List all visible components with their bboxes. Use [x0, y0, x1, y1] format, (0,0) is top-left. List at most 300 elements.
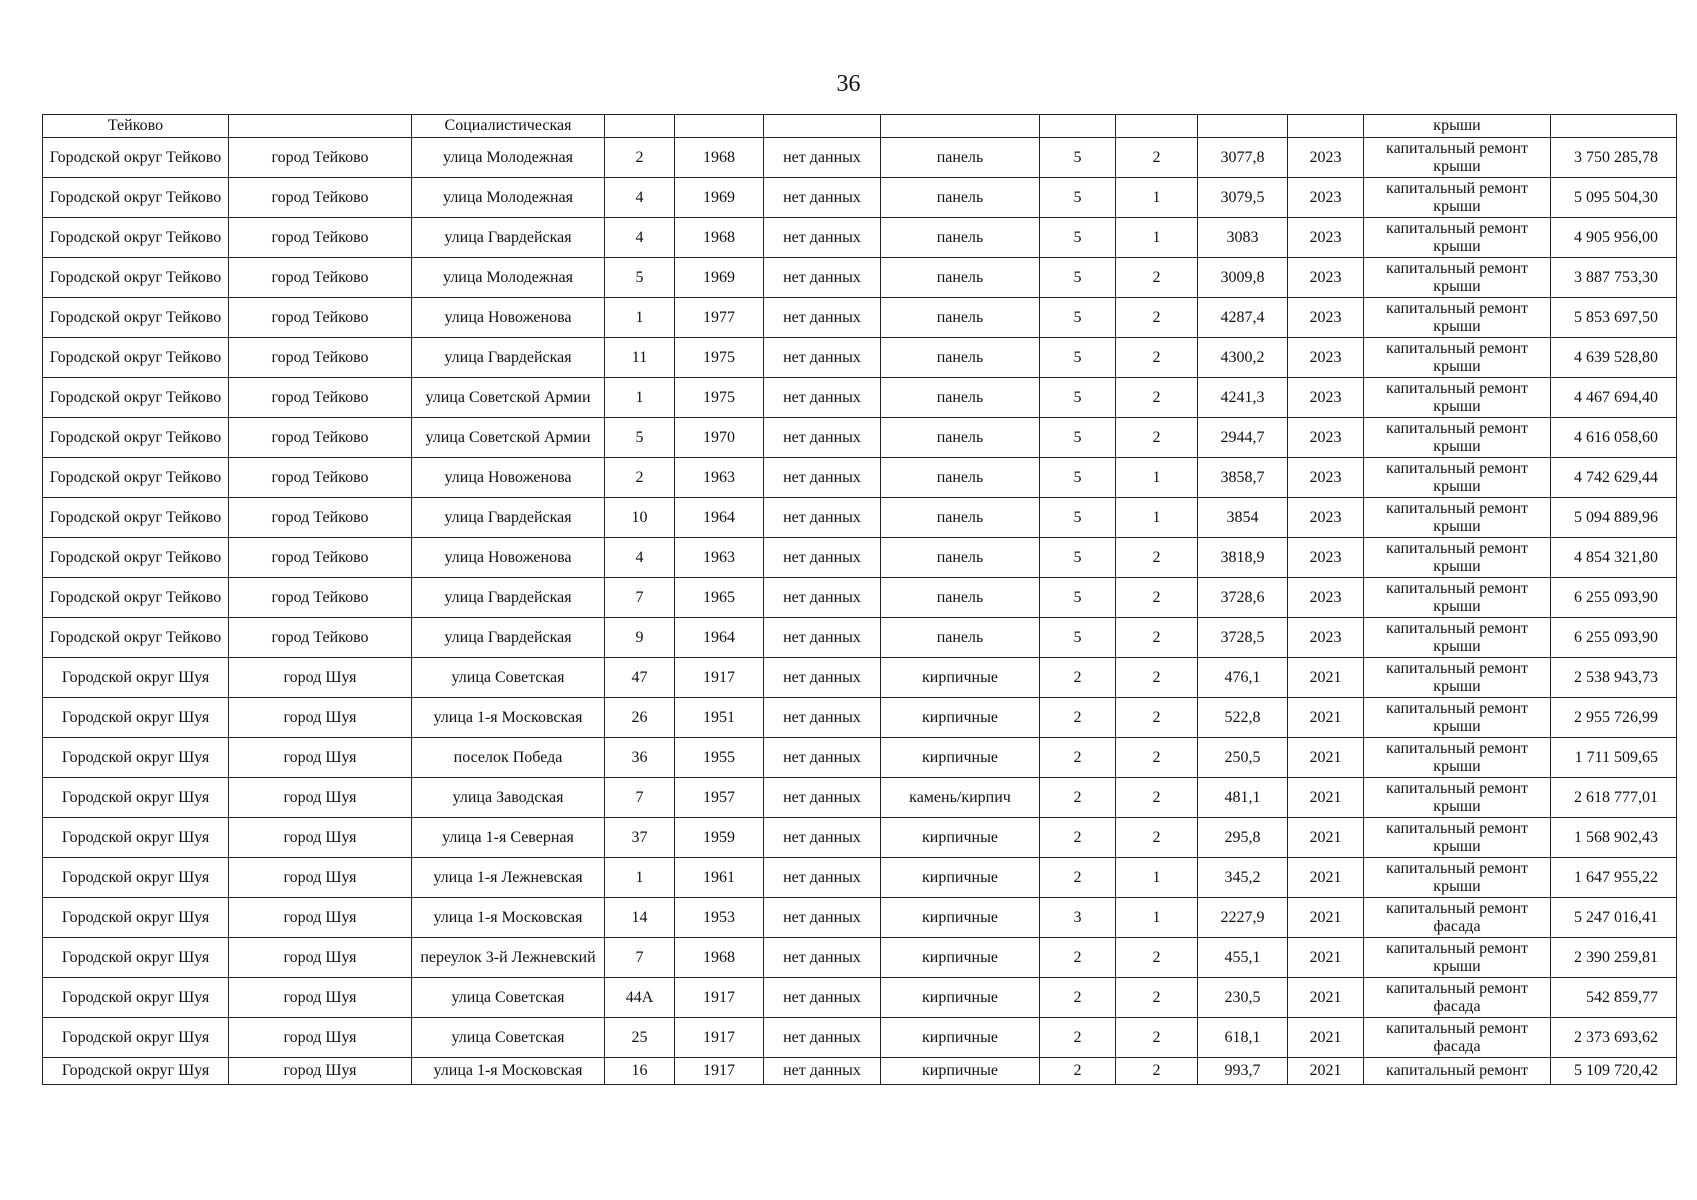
plan-year-cell: 2021 [1288, 1018, 1364, 1058]
area-cell: 250,5 [1198, 738, 1288, 778]
street-cell: улица Гвардейская [412, 498, 605, 538]
house-number-cell: 2 [605, 458, 675, 498]
wall-material-cell: кирпичные [881, 698, 1040, 738]
street-cell: улица Молодежная [412, 138, 605, 178]
cost-cell: 6 255 093,90 [1551, 618, 1677, 658]
work-type-cell: капитальный ремонт крыши [1364, 818, 1551, 858]
entrances-cell: 2 [1116, 258, 1198, 298]
plan-year-cell: 2021 [1288, 898, 1364, 938]
municipality-cell: Городской округ Шуя [43, 1058, 229, 1085]
municipality-cell: Городской округ Шуя [43, 778, 229, 818]
house-number-cell: 4 [605, 218, 675, 258]
year-renovation-cell: нет данных [764, 898, 881, 938]
floors-cell: 5 [1040, 498, 1116, 538]
house-number-cell: 11 [605, 338, 675, 378]
area-cell: 522,8 [1198, 698, 1288, 738]
settlement-cell: город Шуя [229, 698, 412, 738]
cost-cell: 6 255 093,90 [1551, 578, 1677, 618]
work-type-cell: капитальный ремонт крыши [1364, 418, 1551, 458]
municipality-cell: Тейково [43, 115, 229, 138]
entrances-cell: 2 [1116, 658, 1198, 698]
work-type-cell: капитальный ремонт фасада [1364, 978, 1551, 1018]
year-renovation-cell: нет данных [764, 178, 881, 218]
table-row [43, 298, 1677, 338]
house-number-cell: 7 [605, 778, 675, 818]
entrances-cell: 1 [1116, 858, 1198, 898]
cost-cell: 3 887 753,30 [1551, 258, 1677, 298]
entrances-cell: 2 [1116, 978, 1198, 1018]
street-cell: улица 1-я Лежневская [412, 858, 605, 898]
floors-cell: 5 [1040, 178, 1116, 218]
year-built-cell: 1977 [675, 298, 764, 338]
table-row [43, 338, 1677, 378]
entrances-cell: 2 [1116, 418, 1198, 458]
work-type-cell: капитальный ремонт крыши [1364, 578, 1551, 618]
street-cell: улица Молодежная [412, 258, 605, 298]
plan-year-cell: 2021 [1288, 1058, 1364, 1085]
cost-cell: 2 955 726,99 [1551, 698, 1677, 738]
settlement-cell: город Тейково [229, 458, 412, 498]
area-cell: 3728,6 [1198, 578, 1288, 618]
year-built-cell: 1959 [675, 818, 764, 858]
wall-material-cell: кирпичные [881, 898, 1040, 938]
municipality-cell: Городской округ Тейково [43, 578, 229, 618]
wall-material-cell: панель [881, 298, 1040, 338]
municipality-cell: Городской округ Тейково [43, 378, 229, 418]
settlement-cell: город Тейково [229, 498, 412, 538]
table-row [43, 538, 1677, 578]
settlement-cell: город Тейково [229, 578, 412, 618]
floors-cell: 5 [1040, 538, 1116, 578]
wall-material-cell: кирпичные [881, 818, 1040, 858]
house-number-cell: 4 [605, 538, 675, 578]
entrances-cell: 2 [1116, 298, 1198, 338]
plan-year-cell: 2021 [1288, 738, 1364, 778]
year-built-cell: 1957 [675, 778, 764, 818]
wall-material-cell: камень/кирпич [881, 778, 1040, 818]
year-renovation-cell: нет данных [764, 338, 881, 378]
house-number-cell: 44А [605, 978, 675, 1018]
floors-cell: 5 [1040, 618, 1116, 658]
area-cell: 3854 [1198, 498, 1288, 538]
wall-material-cell: кирпичные [881, 658, 1040, 698]
year-built-cell: 1917 [675, 1058, 764, 1085]
entrances-cell: 2 [1116, 1018, 1198, 1058]
cost-cell: 4 639 528,80 [1551, 338, 1677, 378]
settlement-cell: город Шуя [229, 978, 412, 1018]
floors-cell [1040, 115, 1116, 138]
table-row [43, 138, 1677, 178]
municipality-cell: Городской округ Шуя [43, 1018, 229, 1058]
area-cell [1198, 115, 1288, 138]
year-built-cell: 1970 [675, 418, 764, 458]
work-type-cell: капитальный ремонт крыши [1364, 658, 1551, 698]
table-row [43, 858, 1677, 898]
year-renovation-cell: нет данных [764, 698, 881, 738]
year-renovation-cell: нет данных [764, 418, 881, 458]
year-built-cell: 1975 [675, 378, 764, 418]
house-number-cell: 5 [605, 258, 675, 298]
municipality-cell: Городской округ Шуя [43, 898, 229, 938]
entrances-cell: 2 [1116, 338, 1198, 378]
settlement-cell: город Тейково [229, 538, 412, 578]
cost-cell: 5 094 889,96 [1551, 498, 1677, 538]
plan-year-cell: 2023 [1288, 618, 1364, 658]
area-cell: 3083 [1198, 218, 1288, 258]
wall-material-cell: кирпичные [881, 858, 1040, 898]
house-number-cell: 1 [605, 378, 675, 418]
house-number-cell: 47 [605, 658, 675, 698]
floors-cell: 5 [1040, 458, 1116, 498]
street-cell: улица Новоженова [412, 538, 605, 578]
municipality-cell: Городской округ Тейково [43, 338, 229, 378]
street-cell: улица Советской Армии [412, 418, 605, 458]
municipality-cell: Городской округ Шуя [43, 978, 229, 1018]
floors-cell: 2 [1040, 858, 1116, 898]
house-number-cell: 2 [605, 138, 675, 178]
wall-material-cell: панель [881, 538, 1040, 578]
area-cell: 4241,3 [1198, 378, 1288, 418]
entrances-cell: 1 [1116, 458, 1198, 498]
entrances-cell: 2 [1116, 1058, 1198, 1085]
house-number-cell: 5 [605, 418, 675, 458]
area-cell: 2944,7 [1198, 418, 1288, 458]
year-built-cell: 1917 [675, 978, 764, 1018]
table-row [43, 1018, 1677, 1058]
work-type-cell: капитальный ремонт крыши [1364, 778, 1551, 818]
street-cell: улица 1-я Северная [412, 818, 605, 858]
street-cell: улица Советская [412, 1018, 605, 1058]
table-row [43, 378, 1677, 418]
wall-material-cell [881, 115, 1040, 138]
area-cell: 4300,2 [1198, 338, 1288, 378]
plan-year-cell: 2021 [1288, 698, 1364, 738]
floors-cell: 2 [1040, 818, 1116, 858]
year-renovation-cell [764, 115, 881, 138]
house-number-cell: 9 [605, 618, 675, 658]
entrances-cell: 1 [1116, 178, 1198, 218]
floors-cell: 5 [1040, 218, 1116, 258]
year-built-cell: 1963 [675, 538, 764, 578]
work-type-cell: крыши [1364, 115, 1551, 138]
area-cell: 3818,9 [1198, 538, 1288, 578]
settlement-cell: город Тейково [229, 218, 412, 258]
settlement-cell [229, 115, 412, 138]
house-number-cell: 14 [605, 898, 675, 938]
wall-material-cell: панель [881, 138, 1040, 178]
area-cell: 230,5 [1198, 978, 1288, 1018]
plan-year-cell: 2021 [1288, 978, 1364, 1018]
work-type-cell: капитальный ремонт крыши [1364, 498, 1551, 538]
table-row [43, 698, 1677, 738]
year-renovation-cell: нет данных [764, 578, 881, 618]
cost-cell: 2 373 693,62 [1551, 1018, 1677, 1058]
municipality-cell: Городской округ Тейково [43, 218, 229, 258]
wall-material-cell: панель [881, 618, 1040, 658]
plan-year-cell: 2021 [1288, 658, 1364, 698]
floors-cell: 3 [1040, 898, 1116, 938]
year-renovation-cell: нет данных [764, 538, 881, 578]
plan-year-cell: 2023 [1288, 178, 1364, 218]
street-cell: улица 1-я Московская [412, 898, 605, 938]
wall-material-cell: панель [881, 258, 1040, 298]
settlement-cell: город Тейково [229, 378, 412, 418]
wall-material-cell: кирпичные [881, 938, 1040, 978]
wall-material-cell: кирпичные [881, 1018, 1040, 1058]
street-cell: улица Гвардейская [412, 338, 605, 378]
year-built-cell [675, 115, 764, 138]
settlement-cell: город Шуя [229, 818, 412, 858]
work-type-cell: капитальный ремонт крыши [1364, 218, 1551, 258]
floors-cell: 2 [1040, 1018, 1116, 1058]
street-cell: улица Новоженова [412, 458, 605, 498]
area-cell: 3728,5 [1198, 618, 1288, 658]
municipality-cell: Городской округ Шуя [43, 818, 229, 858]
table-row [43, 738, 1677, 778]
plan-year-cell: 2021 [1288, 858, 1364, 898]
house-number-cell: 26 [605, 698, 675, 738]
year-renovation-cell: нет данных [764, 458, 881, 498]
plan-year-cell: 2023 [1288, 218, 1364, 258]
cost-cell: 4 742 629,44 [1551, 458, 1677, 498]
entrances-cell: 2 [1116, 138, 1198, 178]
cost-cell: 4 905 956,00 [1551, 218, 1677, 258]
floors-cell: 2 [1040, 738, 1116, 778]
street-cell: улица Молодежная [412, 178, 605, 218]
settlement-cell: город Тейково [229, 258, 412, 298]
year-renovation-cell: нет данных [764, 498, 881, 538]
table-row [43, 578, 1677, 618]
table-row [43, 898, 1677, 938]
area-cell: 3009,8 [1198, 258, 1288, 298]
cost-cell [1551, 115, 1677, 138]
wall-material-cell: панель [881, 498, 1040, 538]
table-row [43, 258, 1677, 298]
cost-cell: 5 247 016,41 [1551, 898, 1677, 938]
street-cell: улица Новоженова [412, 298, 605, 338]
entrances-cell: 2 [1116, 778, 1198, 818]
cost-cell: 5 109 720,42 [1551, 1058, 1677, 1085]
municipality-cell: Городской округ Тейково [43, 538, 229, 578]
house-number-cell: 10 [605, 498, 675, 538]
plan-year-cell: 2023 [1288, 578, 1364, 618]
entrances-cell: 1 [1116, 498, 1198, 538]
plan-year-cell: 2021 [1288, 778, 1364, 818]
street-cell: улица Заводская [412, 778, 605, 818]
year-renovation-cell: нет данных [764, 298, 881, 338]
municipality-cell: Городской округ Тейково [43, 178, 229, 218]
area-cell: 3079,5 [1198, 178, 1288, 218]
house-number-cell: 1 [605, 298, 675, 338]
year-built-cell: 1917 [675, 658, 764, 698]
plan-year-cell: 2023 [1288, 418, 1364, 458]
year-renovation-cell: нет данных [764, 618, 881, 658]
table-row [43, 458, 1677, 498]
municipality-cell: Городской округ Тейково [43, 258, 229, 298]
year-built-cell: 1969 [675, 258, 764, 298]
table-row [43, 978, 1677, 1018]
cost-cell: 2 618 777,01 [1551, 778, 1677, 818]
plan-year-cell: 2021 [1288, 938, 1364, 978]
wall-material-cell: панель [881, 218, 1040, 258]
entrances-cell: 1 [1116, 218, 1198, 258]
floors-cell: 2 [1040, 978, 1116, 1018]
year-built-cell: 1964 [675, 618, 764, 658]
settlement-cell: город Тейково [229, 298, 412, 338]
area-cell: 455,1 [1198, 938, 1288, 978]
year-built-cell: 1968 [675, 138, 764, 178]
floors-cell: 2 [1040, 658, 1116, 698]
area-cell: 481,1 [1198, 778, 1288, 818]
floors-cell: 5 [1040, 578, 1116, 618]
year-built-cell: 1953 [675, 898, 764, 938]
year-renovation-cell: нет данных [764, 218, 881, 258]
floors-cell: 5 [1040, 418, 1116, 458]
entrances-cell: 2 [1116, 618, 1198, 658]
year-built-cell: 1968 [675, 938, 764, 978]
table-row [43, 1058, 1677, 1085]
plan-year-cell [1288, 115, 1364, 138]
work-type-cell: капитальный ремонт фасада [1364, 898, 1551, 938]
floors-cell: 5 [1040, 338, 1116, 378]
floors-cell: 5 [1040, 138, 1116, 178]
area-cell: 345,2 [1198, 858, 1288, 898]
plan-year-cell: 2021 [1288, 818, 1364, 858]
plan-year-cell: 2023 [1288, 298, 1364, 338]
cost-cell: 2 538 943,73 [1551, 658, 1677, 698]
street-cell: улица Гвардейская [412, 218, 605, 258]
wall-material-cell: кирпичные [881, 738, 1040, 778]
cost-cell: 4 467 694,40 [1551, 378, 1677, 418]
municipality-cell: Городской округ Тейково [43, 618, 229, 658]
plan-year-cell: 2023 [1288, 378, 1364, 418]
area-cell: 993,7 [1198, 1058, 1288, 1085]
area-cell: 295,8 [1198, 818, 1288, 858]
street-cell: улица 1-я Московская [412, 1058, 605, 1085]
street-cell: улица Советская [412, 978, 605, 1018]
floors-cell: 5 [1040, 378, 1116, 418]
year-renovation-cell: нет данных [764, 978, 881, 1018]
house-number-cell: 36 [605, 738, 675, 778]
municipality-cell: Городской округ Тейково [43, 138, 229, 178]
cost-cell: 1 647 955,22 [1551, 858, 1677, 898]
wall-material-cell: кирпичные [881, 1058, 1040, 1085]
cost-cell: 5 853 697,50 [1551, 298, 1677, 338]
work-type-cell: капитальный ремонт крыши [1364, 338, 1551, 378]
floors-cell: 2 [1040, 778, 1116, 818]
settlement-cell: город Тейково [229, 138, 412, 178]
work-type-cell: капитальный ремонт крыши [1364, 458, 1551, 498]
year-built-cell: 1955 [675, 738, 764, 778]
year-renovation-cell: нет данных [764, 1018, 881, 1058]
work-type-cell: капитальный ремонт крыши [1364, 618, 1551, 658]
year-renovation-cell: нет данных [764, 818, 881, 858]
settlement-cell: город Шуя [229, 1058, 412, 1085]
work-type-cell: капитальный ремонт крыши [1364, 738, 1551, 778]
area-cell: 3077,8 [1198, 138, 1288, 178]
entrances-cell: 2 [1116, 378, 1198, 418]
year-built-cell: 1961 [675, 858, 764, 898]
municipality-cell: Городской округ Тейково [43, 418, 229, 458]
settlement-cell: город Шуя [229, 898, 412, 938]
floors-cell: 2 [1040, 938, 1116, 978]
year-built-cell: 1969 [675, 178, 764, 218]
street-cell: Социалистическая [412, 115, 605, 138]
settlement-cell: город Шуя [229, 658, 412, 698]
year-renovation-cell: нет данных [764, 938, 881, 978]
entrances-cell: 2 [1116, 818, 1198, 858]
table-row [43, 498, 1677, 538]
entrances-cell: 2 [1116, 538, 1198, 578]
floors-cell: 5 [1040, 298, 1116, 338]
entrances-cell: 2 [1116, 938, 1198, 978]
page-number: 36 [836, 71, 861, 97]
municipality-cell: Городской округ Шуя [43, 658, 229, 698]
year-built-cell: 1975 [675, 338, 764, 378]
street-cell: улица Гвардейская [412, 578, 605, 618]
area-cell: 618,1 [1198, 1018, 1288, 1058]
house-number-cell: 1 [605, 858, 675, 898]
year-renovation-cell: нет данных [764, 858, 881, 898]
area-cell: 4287,4 [1198, 298, 1288, 338]
municipality-cell: Городской округ Шуя [43, 938, 229, 978]
cost-cell: 2 390 259,81 [1551, 938, 1677, 978]
wall-material-cell: панель [881, 178, 1040, 218]
street-cell: улица Советская [412, 658, 605, 698]
cost-cell: 542 859,77 [1551, 978, 1677, 1018]
work-type-cell: капитальный ремонт крыши [1364, 138, 1551, 178]
table-row [43, 418, 1677, 458]
cost-cell: 1 711 509,65 [1551, 738, 1677, 778]
street-cell: улица 1-я Московская [412, 698, 605, 738]
plan-year-cell: 2023 [1288, 538, 1364, 578]
area-cell: 2227,9 [1198, 898, 1288, 938]
house-number-cell: 25 [605, 1018, 675, 1058]
house-number-cell: 4 [605, 178, 675, 218]
house-number-cell: 7 [605, 938, 675, 978]
area-cell: 3858,7 [1198, 458, 1288, 498]
cost-cell: 4 854 321,80 [1551, 538, 1677, 578]
plan-year-cell: 2023 [1288, 258, 1364, 298]
year-renovation-cell: нет данных [764, 138, 881, 178]
house-number-cell: 16 [605, 1058, 675, 1085]
plan-year-cell: 2023 [1288, 338, 1364, 378]
table-row [43, 938, 1677, 978]
area-cell: 476,1 [1198, 658, 1288, 698]
work-type-cell: капитальный ремонт крыши [1364, 258, 1551, 298]
street-cell: переулок 3-й Лежневский [412, 938, 605, 978]
municipality-cell: Городской округ Тейково [43, 298, 229, 338]
plan-year-cell: 2023 [1288, 138, 1364, 178]
year-built-cell: 1964 [675, 498, 764, 538]
table-row [43, 818, 1677, 858]
cost-cell: 5 095 504,30 [1551, 178, 1677, 218]
work-type-cell: капитальный ремонт крыши [1364, 178, 1551, 218]
entrances-cell: 2 [1116, 738, 1198, 778]
settlement-cell: город Шуя [229, 778, 412, 818]
table-row [43, 178, 1677, 218]
municipality-cell: Городской округ Шуя [43, 738, 229, 778]
settlement-cell: город Тейково [229, 618, 412, 658]
wall-material-cell: панель [881, 378, 1040, 418]
year-built-cell: 1968 [675, 218, 764, 258]
year-renovation-cell: нет данных [764, 258, 881, 298]
house-number-cell: 37 [605, 818, 675, 858]
work-type-cell: капитальный ремонт фасада [1364, 1018, 1551, 1058]
table-row [43, 218, 1677, 258]
settlement-cell: город Шуя [229, 1018, 412, 1058]
housing-repair-table [42, 114, 1677, 1085]
